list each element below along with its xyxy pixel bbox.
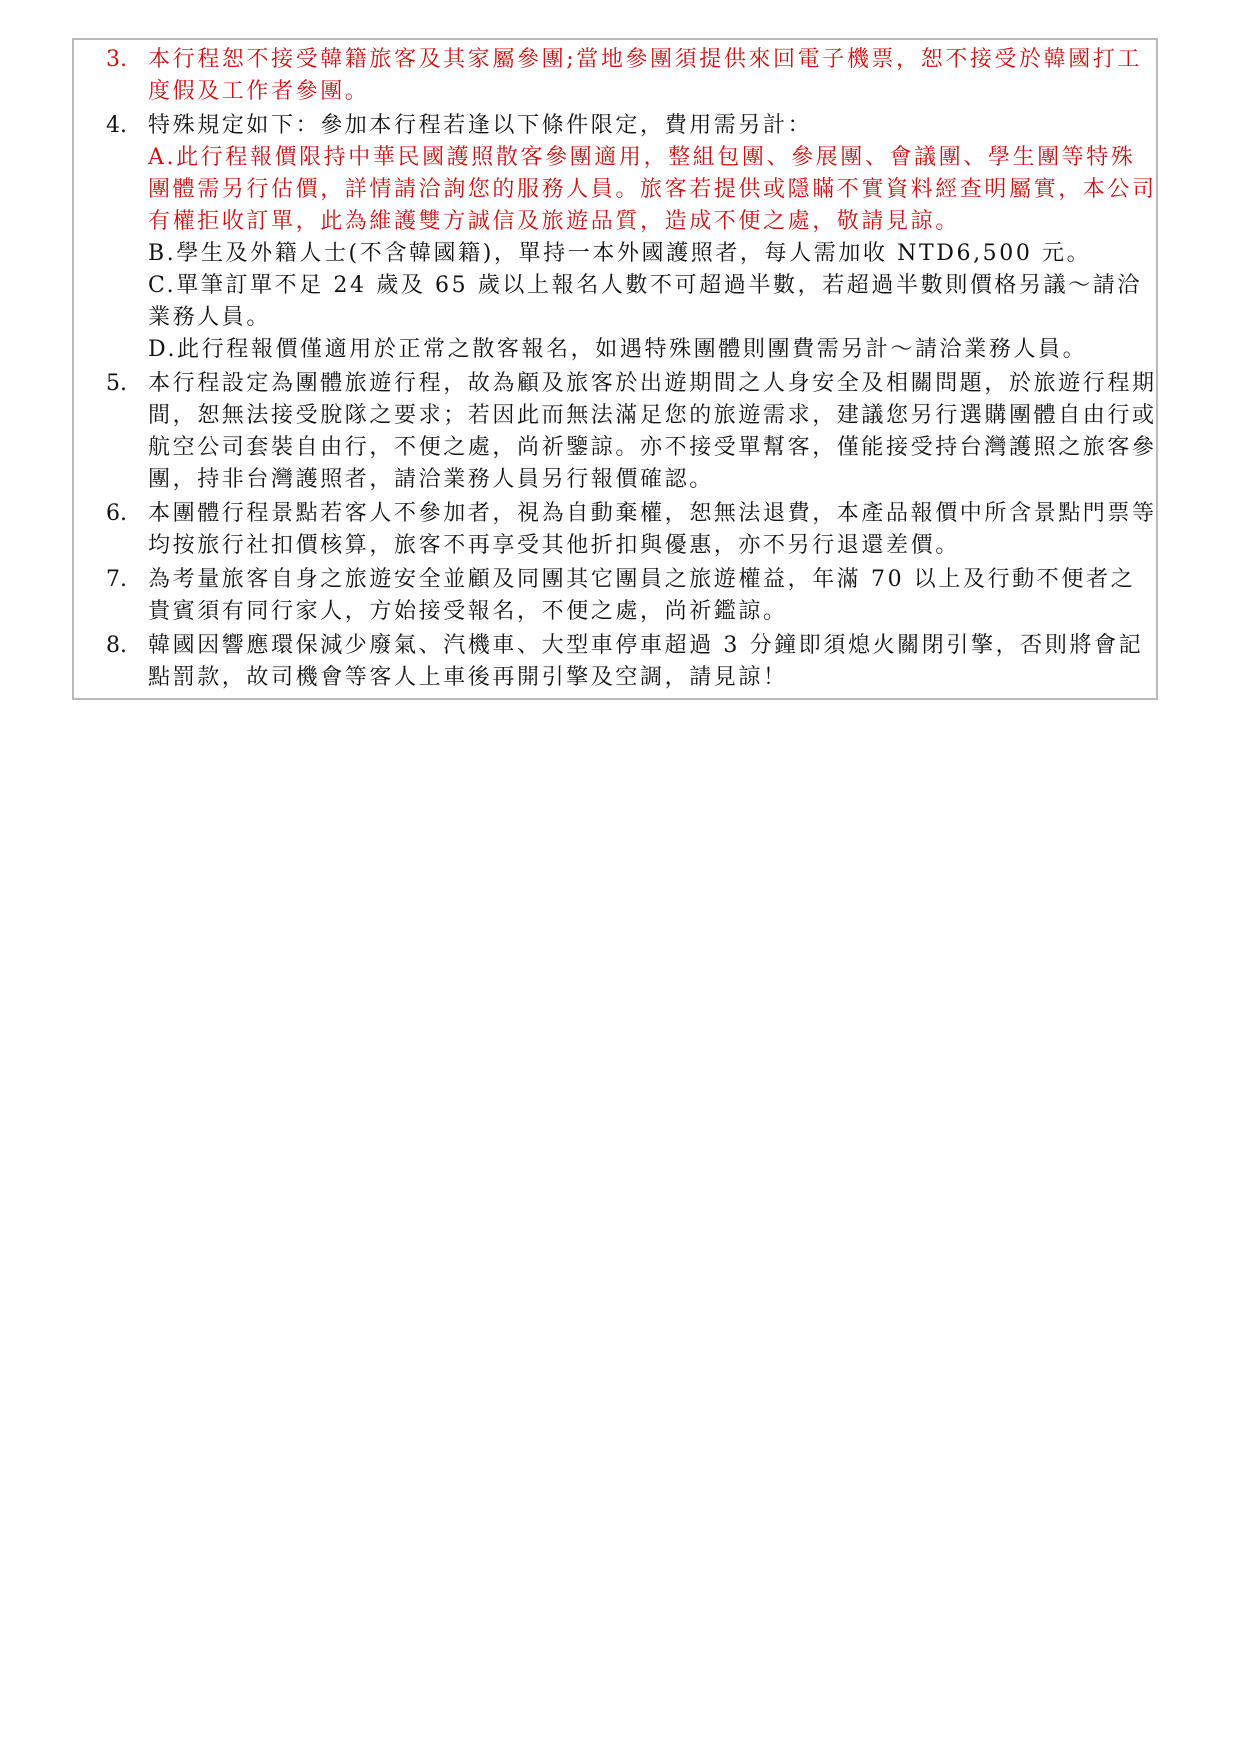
note-number: 6. (106, 501, 127, 526)
note-text: 為考量旅客自身之旅遊安全並顧及同團其它團員之旅遊權益，年滿 70 以上及行動不便者之貴賓須有同行家人，方始接受報名，不便之處，尚祈鑑諒。 (148, 567, 1136, 624)
note-sub-d: D.此行程報價僅適用於正常之散客報名，如遇特殊團體則團費需另計～請洽業務人員。 (148, 337, 1088, 362)
note-sub-a: A.此行程報價限持中華民國護照散客參團適用，整組包團、參展團、會議團、學生團等特殊團體需另行估價，詳情請洽詢您的服務人員。旅客若提供或隱瞞不實資料經查明屬實，本公司有權拒收訂單，此為維護雙方誠信及旅遊品質，造成不便之處，敬請見諒。 (148, 145, 1157, 234)
note-number: 4. (106, 113, 127, 138)
note-number: 5. (106, 371, 127, 396)
note-item-8 (106, 630, 1158, 694)
note-text: 韓國因響應環保減少廢氣、汽機車、大型車停車超過 3 分鐘即須熄火關閉引擎，否則將會記點罰款，故司機會等客人上車後再開引擎及空調，請見諒！ (148, 633, 1144, 690)
note-text: 本行程設定為團體旅遊行程，故為顧及旅客於出遊期間之人身安全及相關問題，於旅遊行程期間，恕無法接受脫隊之要求；若因此而無法滿足您的旅遊需求，建議您另行選購團體自由行或航空公司套裝自由行，不便之處，尚祈鑒諒。亦不接受單幫客，僅能接受持台灣護照之旅客參團，持非台灣護照者，請洽業務人員另行報價確認。 (148, 371, 1157, 492)
note-text: 特殊規定如下：參加本行程若逢以下條件限定，費用需另計： (148, 113, 813, 138)
note-item-3 (106, 44, 1158, 108)
note-item-7 (106, 564, 1158, 628)
note-sub-b: B.學生及外籍人士(不含韓國籍)，單持一本外國護照者，每人需加收 NTD6,500 元。 (148, 241, 1092, 266)
note-number: 7. (106, 567, 127, 592)
note-text: 本行程恕不接受韓籍旅客及其家屬參團;當地參團須提供來回電子機票，恕不接受於韓國打工度假及工作者參團。 (148, 47, 1143, 104)
note-number: 8. (106, 633, 127, 658)
note-item-4 (106, 110, 1158, 142)
note-item-6 (106, 498, 1158, 562)
note-number: 3. (106, 47, 127, 72)
note-item-5 (106, 368, 1158, 496)
note-text: 本團體行程景點若客人不參加者，視為自動棄權，恕無法退費，本產品報價中所含景點門票等均按旅行社扣價核算，旅客不再享受其他折扣與優惠，亦不另行退還差價。 (148, 501, 1157, 558)
note-sub-c: C.單筆訂單不足 24 歲及 65 歲以上報名人數不可超過半數，若超過半數則價格另議～請洽業務人員。 (148, 273, 1143, 330)
notes-list (106, 42, 1158, 694)
